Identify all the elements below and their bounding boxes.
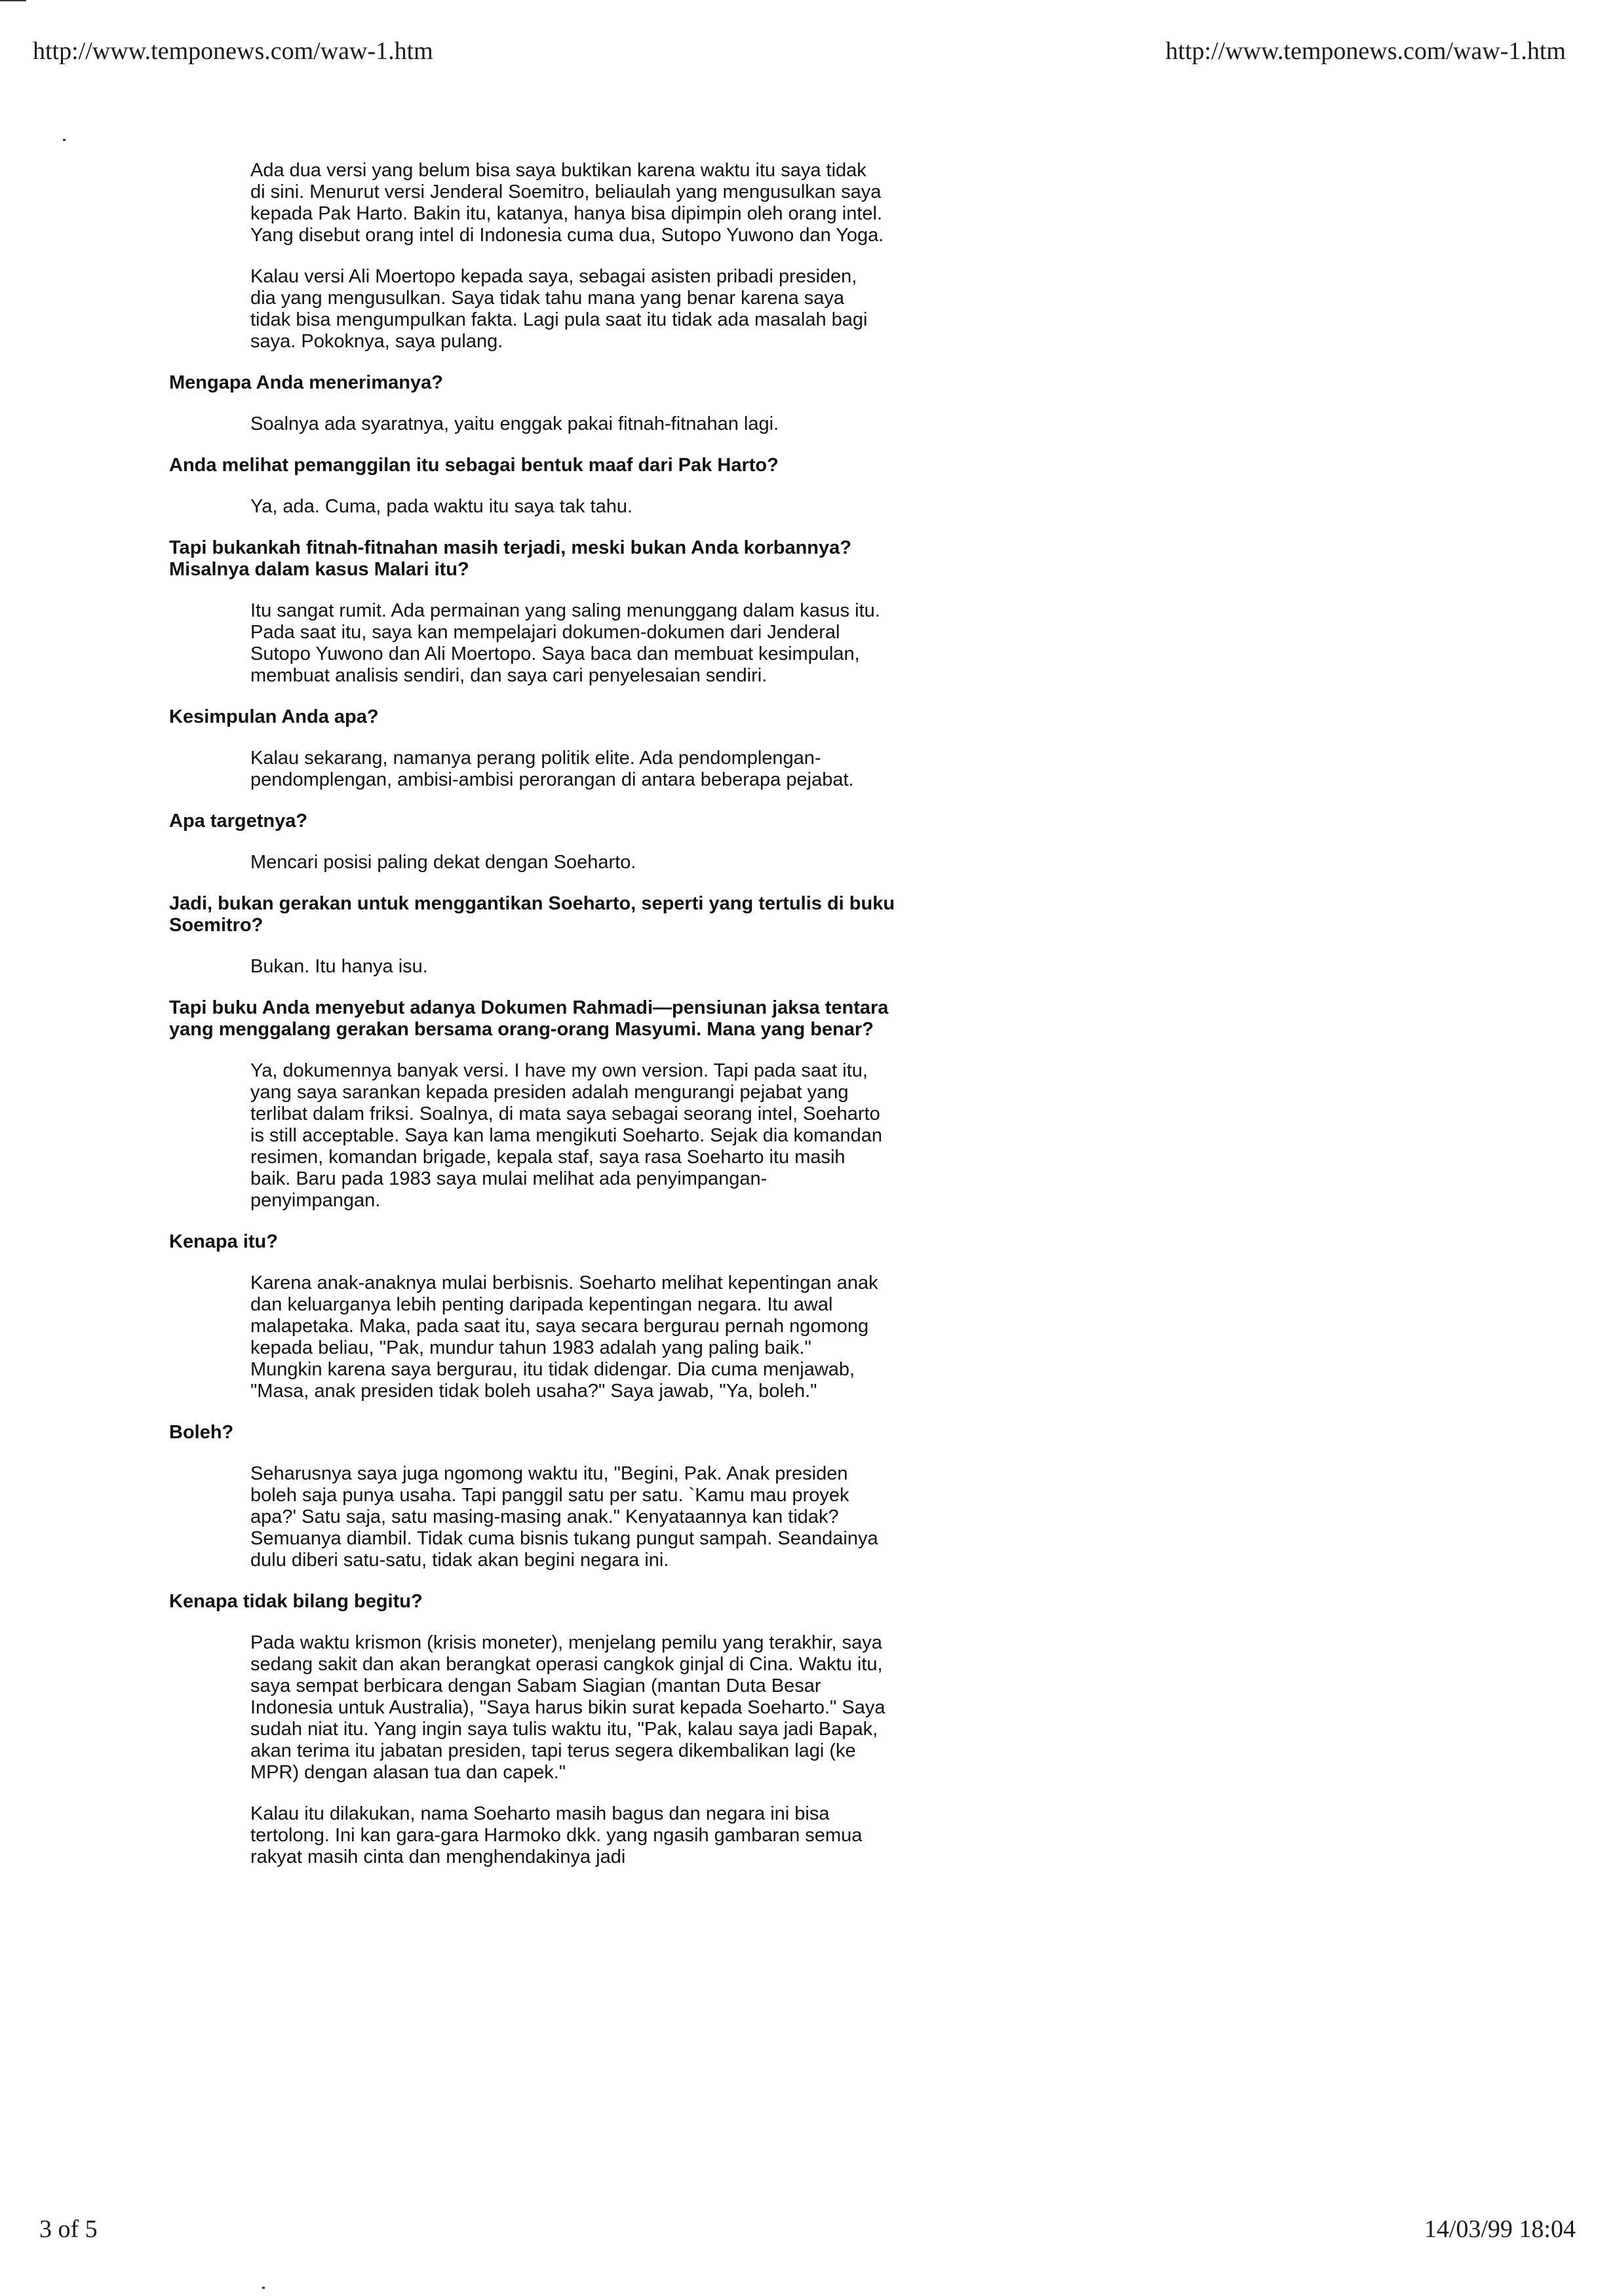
answer-paragraph: Bukan. Itu hanya isu. xyxy=(250,956,428,977)
answer-paragraph: Ada dua versi yang belum bisa saya buktikan karena waktu itu saya tidak di sini. Menurut versi Jenderal Soemitro, beliaulah yang mengusulkan saya kepada Pak Harto. Bakin itu, katanya, hanya bisa dipimpin oleh orang intel. Yang disebut orang intel di Indonesia cuma dua, Sutopo Yuwono dan Yoga. xyxy=(250,160,884,246)
question-heading: Kesimpulan Anda apa? xyxy=(169,706,379,727)
answer-paragraph: Kalau sekarang, namanya perang politik elite. Ada pendomplengan-pendomplengan, ambisi-ambisi perorangan di antara beberapa pejabat. xyxy=(250,748,854,790)
answer-paragraph: Karena anak-anaknya mulai berbisnis. Soeharto melihat kepentingan anak dan keluarganya lebih penting daripada kepentingan negara. Itu awal malapetaka. Maka, pada saat itu, saya secara bergurau pernah ngomong kepada beliau, "Pak, mundur tahun 1983 adalah yang paling baik." Mungkin karena saya bergurau, itu tidak didengar. Dia cuma menjawab, "Masa, anak presiden tidak boleh usaha?" Saya jawab, "Ya, boleh." xyxy=(250,1272,878,1402)
scan-speck xyxy=(262,2287,265,2289)
answer-block xyxy=(250,956,886,978)
question-heading: Tapi bukankah fitnah-fitnahan masih terjadi, meski bukan Anda korbannya? Misalnya dalam kasus Malari itu? xyxy=(169,537,851,580)
answer-paragraph: Pada waktu krismon (krisis moneter), menjelang pemilu yang terakhir, saya sedang sakit dan akan berangkat operasi cangkok ginjal di Cina. Waktu itu, saya sempat berbicara dengan Sabam Siagian (mantan Duta Besar Indonesia untuk Australia), "Saya harus bikin surat kepada Soeharto." Saya sudah niat itu. Yang ingin saya tulis waktu itu, "Pak, kalau saya jadi Bapak, akan terima itu jabatan presiden, tapi terus segera dikembalikan lagi (ke MPR) dengan alasan tua dan capek." xyxy=(250,1632,885,1783)
answer-paragraph: Kalau itu dilakukan, nama Soeharto masih bagus dan negara ini bisa tertolong. Ini kan gara-gara Harmoko dkk. yang ngasih gambaran semua rakyat masih cinta dan menghendakinya jadi xyxy=(250,1803,863,1867)
answer-paragraph: Itu sangat rumit. Ada permainan yang saling menunggang dalam kasus itu. Pada saat itu, saya kan mempelajari dokumen-dokumen dari Jenderal Sutopo Yuwono dan Ali Moertopo. Saya baca dan membuat kesimpulan, membuat analisis sendiri, dan saya cari penyelesaian sendiri. xyxy=(250,600,880,686)
footer-datetime: 14/03/99 18:04 xyxy=(1424,2215,1576,2243)
answer-paragraph: Ya, dokumennya banyak versi. I have my own version. Tapi pada saat itu, yang saya sarankan kepada presiden adalah mengurangi pejabat yang terlibat dalam friksi. Soalnya, di mata saya sebagai seorang intel, Soeharto is still acceptable. Saya kan lama mengikuti Soeharto. Sejak dia komandan resimen, komandan brigade, kepala staf, saya rasa Soeharto itu masih baik. Baru pada 1983 saya mulai melihat ada penyimpangan-penyimpangan. xyxy=(250,1060,882,1211)
answer-paragraph: Seharusnya saya juga ngomong waktu itu, "Begini, Pak. Anak presiden boleh saja punya usaha. Tapi panggil satu per satu. `Kamu mau proyek apa?' Satu saja, satu masing-masing anak." Kenyataannya kan tidak? Semuanya diambil. Tidak cuma bisnis tukang pungut sampah. Seandainya dulu diberi satu-satu, tidak akan begini negara ini. xyxy=(250,1463,878,1571)
answer-block xyxy=(250,1272,886,1402)
header-url-right: http://www.temponews.com/waw-1.htm xyxy=(1165,37,1566,65)
scan-edge-mark xyxy=(0,0,26,1)
scan-speck xyxy=(63,139,66,141)
footer-page-number: 3 of 5 xyxy=(39,2215,98,2243)
answer-block xyxy=(250,1060,886,1212)
question-heading: Apa targetnya? xyxy=(169,811,308,832)
question-heading: Jadi, bukan gerakan untuk menggantikan Soeharto, seperti yang tertulis di buku Soemitro? xyxy=(169,893,895,936)
answer-block xyxy=(250,748,886,791)
question-heading: Kenapa tidak bilang begitu? xyxy=(169,1591,423,1612)
question-heading: Boleh? xyxy=(169,1422,234,1443)
answer-paragraph: Mencari posisi paling dekat dengan Soeharto. xyxy=(250,852,636,873)
answer-paragraph: Ya, ada. Cuma, pada waktu itu saya tak tahu. xyxy=(250,496,633,517)
answer-block xyxy=(250,1632,886,1868)
question-heading: Anda melihat pemanggilan itu sebagai bentuk maaf dari Pak Harto? xyxy=(169,455,779,476)
answer-block xyxy=(250,1463,886,1571)
answer-block xyxy=(250,852,886,873)
interview-body xyxy=(169,160,936,1888)
answer-block xyxy=(250,413,886,435)
answer-block xyxy=(250,600,886,687)
question-heading: Kenapa itu? xyxy=(169,1231,278,1252)
answer-paragraph: Soalnya ada syaratnya, yaitu enggak pakai fitnah-fitnahan lagi. xyxy=(250,413,779,434)
question-heading: Tapi buku Anda menyebut adanya Dokumen Rahmadi—pensiunan jaksa tentara yang menggalang gerakan bersama orang-orang Masyumi. Mana yang benar? xyxy=(169,997,889,1040)
answer-block xyxy=(250,496,886,518)
answer-paragraph: Kalau versi Ali Moertopo kepada saya, sebagai asisten pribadi presiden, dia yang mengusulkan. Saya tidak tahu mana yang benar karena saya tidak bisa mengumpulkan fakta. Lagi pula saat itu tidak ada masalah bagi saya. Pokoknya, saya pulang. xyxy=(250,266,868,352)
header-url-left: http://www.temponews.com/waw-1.htm xyxy=(33,37,433,65)
question-heading: Mengapa Anda menerimanya? xyxy=(169,372,443,393)
answer-block xyxy=(250,160,886,353)
